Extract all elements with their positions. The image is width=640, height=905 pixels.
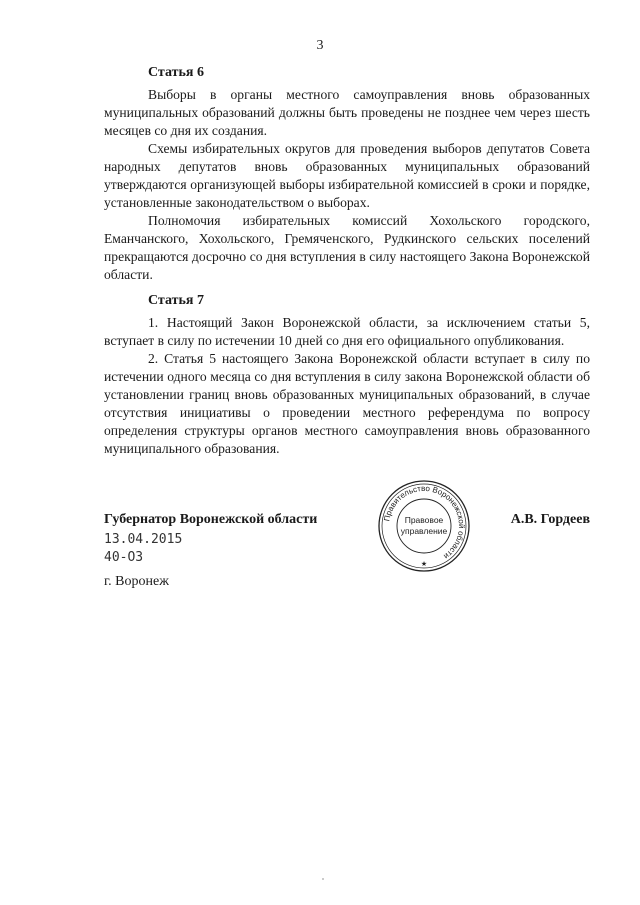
document-body [104,64,590,458]
stamp-star-icon: ★ [420,560,428,568]
article-6-paragraph-2: Схемы избирательных округов для проведения выборов депутатов Совета народных депутатов вновь образованных муниципальных образований утверждаются организующей выборы избирательной комиссией в сроки и порядке, установленные законодательством о выборах. [104,141,590,210]
official-stamp [376,478,472,574]
law-number: 40-ОЗ [104,550,144,565]
article-7-paragraph-1: 1. Настоящий Закон Воронежской области, за исключением статьи 5, вступает в силу по истечении 10 дней со дня его официального опубликования. [104,315,590,348]
scan-dot [322,878,324,880]
article-6-title: Статья 6 [148,65,204,80]
governor-name: А.В. Гордеев [510,512,590,527]
law-date: 13.04.2015 [104,532,183,547]
article-7 [104,292,590,458]
article-7-title: Статья 7 [148,293,204,308]
page-number: 3 [316,38,324,53]
article-6-paragraph-3: Полномочия избирательных комиссий Хохольского городского, Еманчанского, Хохольского, Гремяченского, Рудкинского сельских поселений прекращаются досрочно со дня вступления в силу настоящего Закона Воронежской области. [104,213,590,282]
stamp-inner-line-1: Правовое [404,515,444,525]
article-7-paragraph-2: 2. Статья 5 настоящего Закона Воронежской области вступает в силу по истечении одного месяца со дня вступления в силу закона Воронежской области об установлении границ вновь образованных муниципальных образований, в случае отсутствия инициативы о проведении местного референдума по вопросу определения структуры органов местного самоуправления вновь образованного муниципального образования. [104,351,590,456]
stamp-inner-line-2: управление [400,526,448,536]
stamp-ring-text: Правительство Воронежской области [382,483,467,561]
city: г. Воронеж [104,574,169,589]
governor-title: Губернатор Воронежской области [104,512,318,527]
article-6 [104,64,590,284]
article-6-paragraph-1: Выборы в органы местного самоуправления вновь образованных муниципальных образований должны быть проведены не позднее чем через шесть месяцев со дня их создания. [104,87,590,138]
